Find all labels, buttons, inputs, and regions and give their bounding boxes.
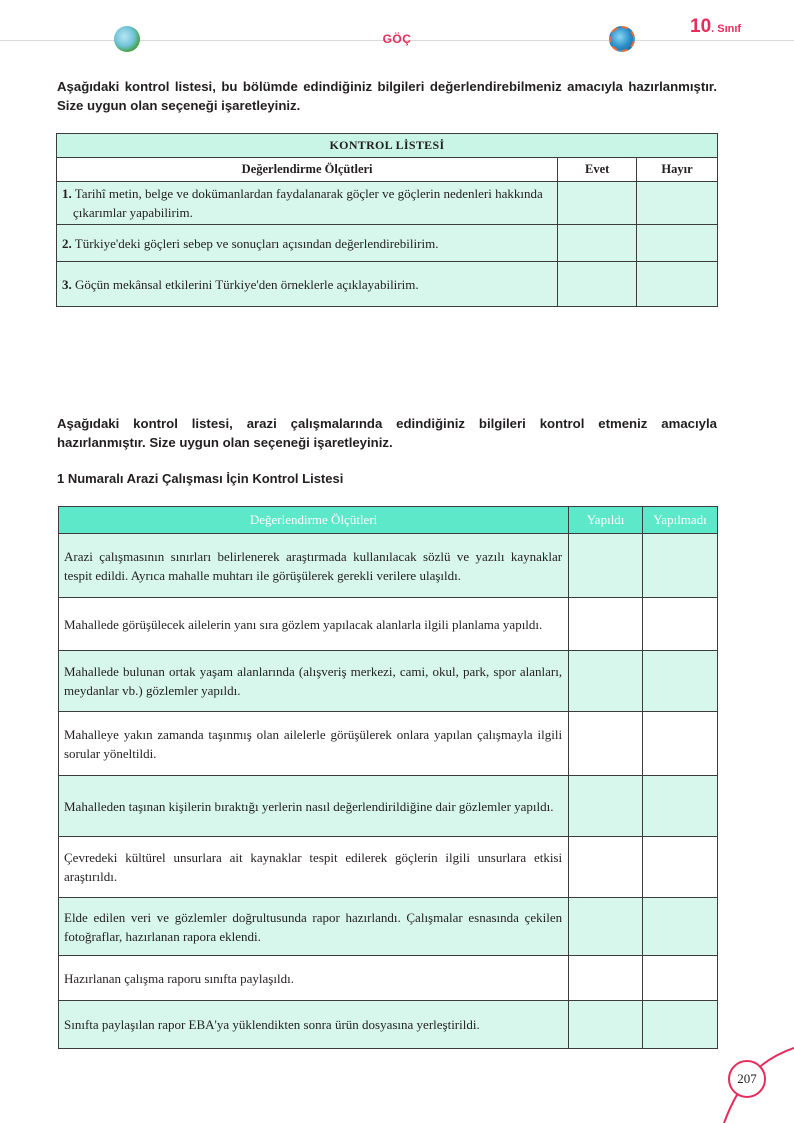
- intro-paragraph: Aşağıdaki kontrol listesi, arazi çalışmalarında edindiğiniz bilgileri kontrol etmeniz amacıyla hazırlanmıştır. Size uygun olan seçeneği işaretleyiniz.: [57, 416, 717, 450]
- column-header-done: Yapıldı: [569, 507, 643, 534]
- not-done-checkbox-cell[interactable]: [643, 598, 718, 651]
- criterion-cell: Çevredeki kültürel unsurlara ait kaynaklar tespit edilerek göçlerin ilgili unsurlara etkisi araştırıldı.: [59, 837, 569, 898]
- yes-checkbox-cell[interactable]: [558, 262, 637, 307]
- not-done-checkbox-cell[interactable]: [643, 956, 718, 1001]
- no-checkbox-cell[interactable]: [637, 182, 718, 225]
- field-work-checklist-table: [58, 506, 718, 1049]
- table-row: [57, 182, 718, 225]
- criterion-cell: Mahallede bulunan ortak yaşam alanlarında (alışveriş merkezi, cami, okul, park, spor alanları, meydanlar vb.) gözlemler yapıldı.: [59, 651, 569, 712]
- column-header-not-done: Yapılmadı: [643, 507, 718, 534]
- row-number: 2.: [62, 235, 72, 251]
- no-checkbox-cell[interactable]: [637, 225, 718, 262]
- done-checkbox-cell[interactable]: [569, 898, 643, 956]
- criterion-cell: Mahalleye yakın zamanda taşınmış olan ailelerle görüşülerek onlara yapılan çalışmayla ilgili sorular yöneltildi.: [59, 712, 569, 776]
- criterion-cell: Mahallede görüşülecek ailelerin yanı sıra gözlem yapılacak alanlarla ilgili planlama yapıldı.: [59, 598, 569, 651]
- done-checkbox-cell[interactable]: [569, 956, 643, 1001]
- globe-icon: [609, 26, 635, 52]
- yes-checkbox-cell[interactable]: [558, 225, 637, 262]
- table-row: [59, 598, 718, 651]
- row-number: 3.: [62, 276, 72, 292]
- criterion-cell: [57, 262, 558, 307]
- not-done-checkbox-cell[interactable]: [643, 651, 718, 712]
- grade-label: [690, 16, 741, 38]
- table-row: [59, 534, 718, 598]
- column-header-no: Hayır: [637, 158, 718, 182]
- table-row: [57, 262, 718, 307]
- done-checkbox-cell[interactable]: [569, 534, 643, 598]
- grade-number: 10: [690, 16, 712, 37]
- intro-paragraph: Aşağıdaki kontrol listesi, bu bölümde edindiğiniz bilgileri değerlendirebilmeniz amacıyla hazırlanmıştır. Size uygun olan seçeneği işaretleyiniz.: [57, 79, 717, 113]
- yes-checkbox-cell[interactable]: [558, 182, 637, 225]
- criterion-cell: Hazırlanan çalışma raporu sınıfta paylaşıldı.: [59, 956, 569, 1001]
- table-row: [59, 898, 718, 956]
- table-row: [59, 837, 718, 898]
- criterion-cell: [57, 225, 558, 262]
- table-row: [59, 776, 718, 837]
- done-checkbox-cell[interactable]: [569, 1001, 643, 1049]
- not-done-checkbox-cell[interactable]: [643, 712, 718, 776]
- column-header-criteria: Değerlendirme Ölçütleri: [57, 158, 558, 182]
- not-done-checkbox-cell[interactable]: [643, 776, 718, 837]
- column-header-yes: Evet: [558, 158, 637, 182]
- table-row: [59, 1001, 718, 1049]
- criterion-cell: Mahalleden taşınan kişilerin bıraktığı yerlerin nasıl değerlendirildiğine dair gözlemler yapıldı.: [59, 776, 569, 837]
- done-checkbox-cell[interactable]: [569, 651, 643, 712]
- not-done-checkbox-cell[interactable]: [643, 837, 718, 898]
- criterion-cell: [57, 182, 558, 225]
- criterion-cell: Sınıfta paylaşılan rapor EBA'ya yüklendikten sonra ürün dosyasına yerleştirildi.: [59, 1001, 569, 1049]
- page-number: 207: [728, 1060, 766, 1098]
- criterion-cell: Elde edilen veri ve gözlemler doğrultusunda rapor hazırlandı. Çalışmalar esnasında çekilen fotoğraflar, hazırlanan rapora eklendi.: [59, 898, 569, 956]
- done-checkbox-cell[interactable]: [569, 837, 643, 898]
- criterion-text: Göçün mekânsal etkilerini Türkiye'den örneklerle açıklayabilirim.: [75, 276, 419, 292]
- done-checkbox-cell[interactable]: [569, 776, 643, 837]
- checklist-table: [56, 133, 718, 307]
- column-header-criteria: Değerlendirme Ölçütleri: [59, 507, 569, 534]
- grade-text: . Sınıf: [711, 23, 742, 35]
- criterion-text: Türkiye'deki göçleri sebep ve sonuçları açısından değerlendirebilirim.: [74, 235, 439, 251]
- section-subheading: 1 Numaralı Arazi Çalışması İçin Kontrol Listesi: [57, 471, 344, 486]
- done-checkbox-cell[interactable]: [569, 598, 643, 651]
- not-done-checkbox-cell[interactable]: [643, 534, 718, 598]
- not-done-checkbox-cell[interactable]: [643, 898, 718, 956]
- table-title: KONTROL LİSTESİ: [57, 134, 718, 158]
- table-row: [59, 712, 718, 776]
- criterion-text: Tarihî metin, belge ve dokümanlardan faydalanarak göçler ve göçlerin nedenleri hakkında çıkarımlar yapabilirim.: [73, 186, 543, 220]
- table-row: [57, 225, 718, 262]
- done-checkbox-cell[interactable]: [569, 712, 643, 776]
- chapter-title: GÖÇ: [382, 32, 412, 46]
- criterion-cell: Arazi çalışmasının sınırları belirlenerek araştırmada kullanılacak sözlü ve yazılı kaynaklar tespit edildi. Ayrıca mahalle muhtarı ile görüşülerek gerekli verilere ulaşıldı.: [59, 534, 569, 598]
- table-row: [59, 956, 718, 1001]
- no-checkbox-cell[interactable]: [637, 262, 718, 307]
- row-number: 1.: [62, 186, 72, 201]
- table-row: [59, 651, 718, 712]
